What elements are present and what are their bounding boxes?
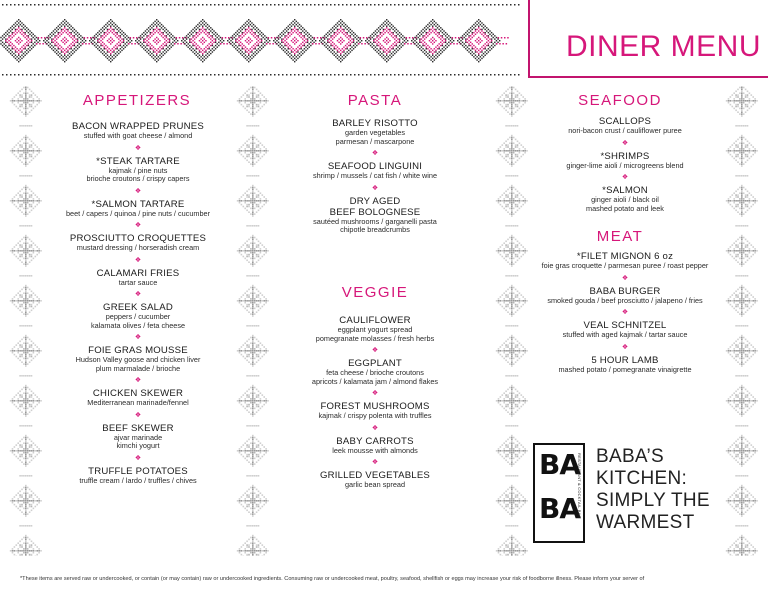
menu-item-description: nori-bacon crust / cauliflower puree [568, 126, 682, 135]
menu-item [535, 151, 715, 171]
menu-item-name: CHICKEN SKEWER [92, 388, 184, 399]
menu-item-description: kajmak / crispy polenta with truffles [318, 411, 432, 420]
diamond-icon: ❖ [621, 309, 629, 316]
baba-logo [533, 443, 585, 543]
menu-item [525, 355, 725, 375]
menu-item-description: mustard dressing / horseradish cream [76, 243, 200, 252]
menu-title-box [528, 0, 768, 78]
menu-item-name: *SALMON [602, 185, 648, 196]
menu-item [535, 116, 715, 136]
menu-item-description: Hudson Valley goose and chicken liver [75, 355, 201, 364]
diamond-icon: ❖ [134, 144, 142, 152]
menu-item [525, 251, 725, 271]
diamond-icon: ❖ [134, 291, 142, 298]
menu-item-name: BACON WRAPPED PRUNES [72, 121, 204, 132]
menu-item-description: ajvar marinade [113, 432, 163, 442]
menu-item-name: CAULIFLOWER [339, 315, 411, 326]
menu-item [48, 199, 228, 219]
menu-item-description: feta cheese / brioche croutons [326, 368, 424, 377]
menu-item-name: GRILLED VEGETABLES [319, 470, 431, 481]
menu-item-description: kajmak / pine nuts [108, 165, 168, 175]
left-side-pattern [8, 86, 42, 556]
diamond-icon: ❖ [371, 184, 379, 192]
menu-item-description: brioche croutons / crispy capers [86, 174, 190, 183]
menu-item [285, 358, 465, 386]
menu-item [48, 156, 228, 184]
menu-item-description: pomegranate molasses / fresh herbs [315, 333, 435, 343]
logo-subtitle: RESTAURANT & COCKTAIL BAR [577, 453, 582, 519]
top-cross-stitch-pattern [0, 0, 522, 80]
menu-item [285, 436, 465, 456]
menu-item-name: *STEAK TARTARE [96, 155, 180, 167]
menu-item-name: 5 HOUR LAMB [591, 354, 659, 366]
menu-item-description: smoked gouda / beef prosciutto / jalapeno / fries [547, 295, 703, 305]
appetizers-list [48, 121, 228, 485]
menu-item-description: stuffed with goat cheese / almond [83, 131, 193, 140]
menu-item-name: EGGPLANT [348, 358, 402, 369]
menu-item-description: beet / capers / quinoa / pine nuts / cucumber [66, 208, 210, 218]
menu-item [525, 320, 725, 340]
menu-item [48, 302, 228, 330]
menu-item-name: GREEK SALAD [103, 302, 173, 313]
menu-item-description: plum marmalade / brioche [95, 363, 181, 373]
menu-item-name: *FILET MIGNON 6 oz [576, 251, 674, 262]
menu-item-name: SEAFOOD LINGUINI [327, 161, 423, 172]
menu-item-description: chipotle breadcrumbs [340, 225, 410, 234]
menu-item-description: foie gras croquette / parmesan puree / roast pepper [541, 261, 709, 270]
pasta-list [290, 118, 460, 235]
menu-item-name: FOIE GRAS MOUSSE [88, 345, 188, 356]
diamond-icon: ❖ [134, 454, 142, 462]
menu-item-description: garlic bean spread [344, 480, 406, 489]
menu-item-description: stuffed with aged kajmak / tartar sauce [562, 330, 688, 339]
diamond-icon: ❖ [621, 174, 629, 181]
menu-item-name: SCALLOPS [598, 116, 652, 127]
diamond-icon: ❖ [134, 256, 142, 264]
menu-item-description: shrimp / mussels / cat fish / white wine [312, 171, 438, 180]
menu-item-name: BEEF SKEWER [102, 422, 174, 434]
menu-item-description: garden vegetables [344, 128, 406, 137]
menu-item-description: sautéed mushrooms / garganelli pasta [313, 216, 437, 226]
menu-item [48, 233, 228, 253]
seafood-list [535, 116, 715, 213]
diamond-icon: ❖ [134, 411, 142, 419]
diamond-icon: ❖ [134, 334, 142, 341]
menu-item-name: CALAMARI FRIES [96, 267, 180, 279]
menu-item [48, 345, 228, 373]
menu-item-description: leek mousse with almonds [332, 445, 418, 455]
logo-letters-top: BA [539, 448, 581, 481]
divider-pattern-2 [494, 86, 528, 556]
menu-item [285, 470, 465, 490]
menu-item [48, 423, 228, 451]
menu-item-name: BABY CARROTS [336, 435, 414, 447]
menu-item-description: kalamata olives / feta cheese [90, 320, 186, 330]
menu-item-description: kimchi yogurt [116, 441, 160, 450]
menu-item-name: BABA BURGER [589, 285, 661, 297]
diamond-icon: ❖ [134, 187, 142, 195]
veggie-title: VEGGIE [341, 284, 409, 301]
menu-item-description: tartar sauce [118, 277, 158, 287]
menu-item [48, 268, 228, 288]
menu-item-name: *SHRIMPS [600, 150, 650, 162]
diamond-icon: ❖ [134, 377, 142, 384]
menu-item [535, 185, 715, 213]
menu-item-name: VEAL SCHNITZEL [583, 320, 667, 331]
menu-item-name: *SALMON TARTARE [91, 198, 185, 210]
menu-item-description: parmesan / mascarpone [335, 136, 415, 146]
menu-item-description: apricots / kalamata jam / almond flakes [311, 376, 439, 386]
menu-item [525, 286, 725, 306]
menu-item [285, 315, 465, 343]
diamond-icon: ❖ [371, 459, 379, 466]
menu-item [48, 466, 228, 486]
menu-item-description: mashed potato / pomegranate vinaigrette [558, 364, 692, 374]
menu-item [285, 401, 465, 421]
diamond-icon: ❖ [621, 274, 629, 282]
menu-item [290, 118, 460, 146]
menu-item-description: truffle cream / lardo / truffles / chives [79, 475, 197, 485]
appetizers-title: APPETIZERS [82, 92, 192, 109]
menu-item [290, 161, 460, 181]
diamond-icon: ❖ [621, 139, 629, 147]
diamond-icon: ❖ [371, 424, 379, 432]
menu-item-description: ginger aioli / black oil [591, 195, 659, 204]
seafood-title: SEAFOOD [578, 92, 662, 109]
menu-item-description: eggplant yogurt spread [337, 325, 413, 334]
diamond-icon: ❖ [371, 390, 379, 397]
diamond-icon: ❖ [371, 150, 379, 157]
divider-pattern-1 [235, 86, 269, 556]
pasta-title: PASTA [347, 92, 403, 109]
tagline: BABA’S KITCHEN: SIMPLY THE WARMEST [596, 446, 710, 533]
menu-item [48, 121, 228, 141]
menu-item-description: ginger-lime aioli / microgreens blend [566, 160, 684, 170]
logo-letters-bottom: BA [539, 492, 581, 525]
footnote-disclaimer: *These items are served raw or undercooked, or contain (or may contain) raw or undercooked ingredients. Consuming raw or undercooked meat, poultry, seafood, shellfish or eggs may increase your risk of foodborne illness. Please inform your server of [20, 576, 645, 582]
diamond-icon: ❖ [134, 222, 142, 229]
menu-item-description: mashed potato and leek [586, 203, 664, 213]
menu-item [48, 388, 228, 408]
menu-item-name: DRY AGED BEEF BOLOGNESE [329, 195, 421, 218]
menu-item-name: PROSCIUTTO CROQUETTES [69, 233, 207, 244]
menu-title: DINER MENU [566, 30, 762, 63]
menu-item-name: FOREST MUSHROOMS [320, 401, 430, 412]
veggie-list [285, 315, 465, 490]
diamond-icon: ❖ [371, 347, 379, 354]
meat-title: MEAT [596, 228, 644, 245]
menu-item-description: Mediterranean marinade/fennel [87, 398, 189, 407]
menu-item-name: TRUFFLE POTATOES [88, 465, 188, 477]
diamond-icon: ❖ [621, 343, 629, 351]
menu-item [290, 196, 460, 235]
meat-list [525, 251, 725, 374]
menu-item-description: peppers / cucumber [105, 312, 171, 321]
menu-item-name: BARLEY RISOTTO [332, 118, 418, 129]
